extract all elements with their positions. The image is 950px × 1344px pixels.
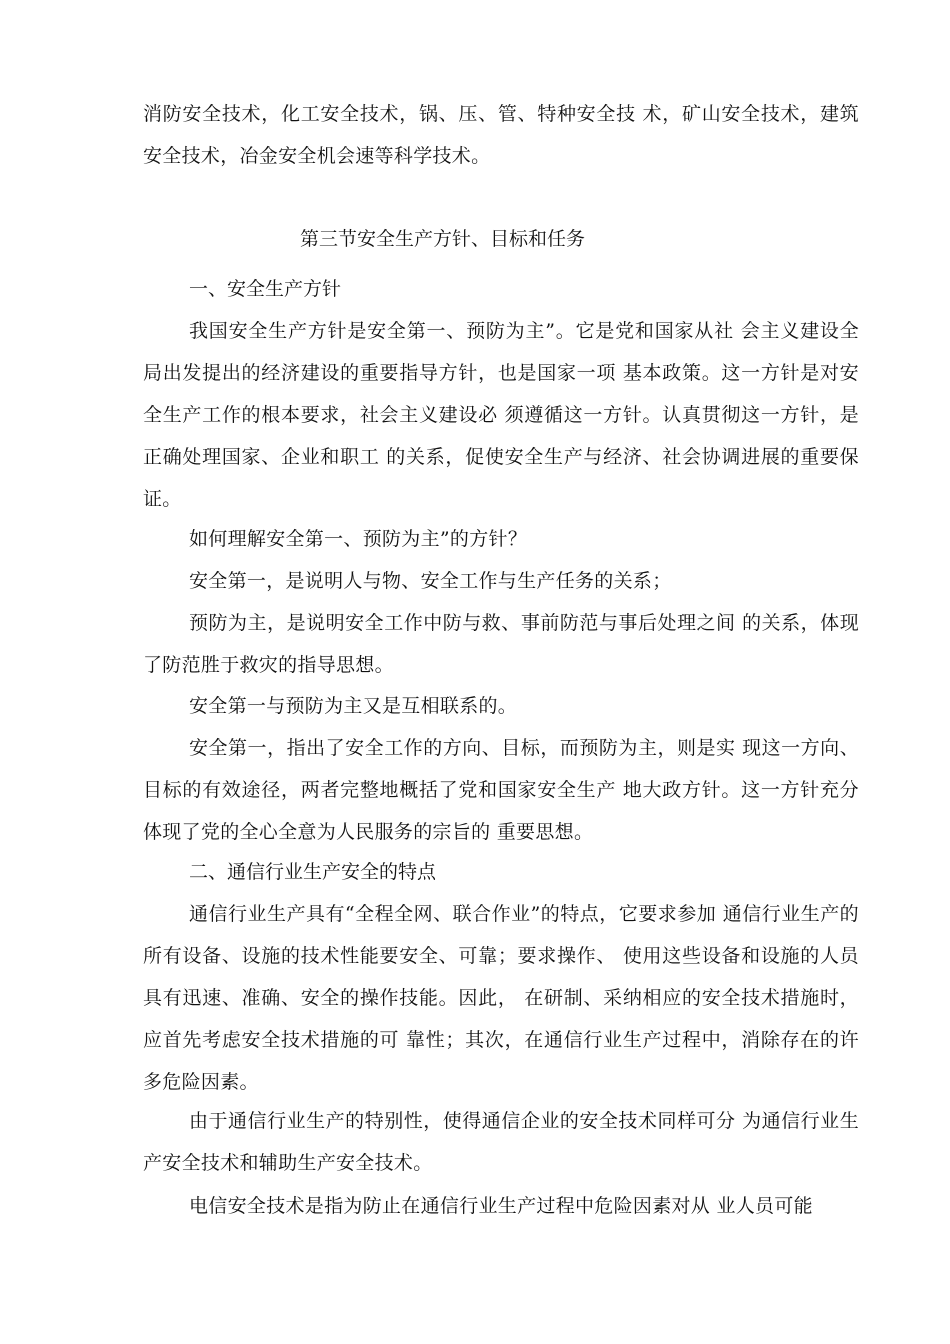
paragraph-connection: 安全第一与预防为主又是互相联系的。 xyxy=(189,695,518,717)
paragraph-telecom-features: 通信行业生产具有“全程全网、联合作业”的特点，它要求参加 通信行业生产的所有设备、设施的技术性能要安全、可靠；要求操作、 使用这些设备和设施的人员具有迅速、准确、安全的操作技能。因此， 在研制、采纳相应的安全技术措施时，应首先考虑安全技术措施的可 靠性；其次，在通信行业生产过程中，消除存在的许多危险因素。 xyxy=(143,903,859,1093)
paragraph-question: 如何理解安全第一、预防为主”的方针？ xyxy=(189,528,528,550)
paragraph-safety-first: 安全第一，是说明人与物、安全工作与生产任务的关系； xyxy=(189,570,672,592)
subsection-title-2: 二、通信行业生产安全的特点 xyxy=(189,861,437,883)
paragraph-telecom-definition: 电信安全技术是指为防止在通信行业生产过程中危险因素对从 业人员可能 xyxy=(189,1195,813,1217)
section-title: 第三节安全生产方针、目标和任务 xyxy=(300,228,586,250)
paragraph-direction: 安全第一，指出了安全工作的方向、目标，而预防为主，则是实 现这一方向、目标的有效途径，两者完整地概括了党和国家安全生产 地大政方针。这一方针充分体现了党的全心全意为人民服务的宗旨的 重要思想。 xyxy=(143,737,859,843)
paragraph-prevention: 预防为主，是说明安全工作中防与救、事前防范与事后处理之间 的关系，体现了防范胜于救灾的指导思想。 xyxy=(143,612,859,676)
intro-paragraph: 消防安全技术，化工安全技术，锅、压、管、特种安全技 术，矿山安全技术，建筑安全技术，冶金安全机会速等科学技术。 xyxy=(143,103,859,167)
subsection-title-1: 一、安全生产方针 xyxy=(189,278,342,300)
paragraph-policy: 我国安全生产方针是安全第一、预防为主”。它是党和国家从社 会主义建设全局出发提出的经济建设的重要指导方针，也是国家一项 基本政策。这一方针是对安全生产工作的根本要求，社会主义建设必 须遵循这一方针。认真贯彻这一方针，是正确处理国家、企业和职工 的关系，促使安全生产与经济、社会协调进展的重要保证。 xyxy=(143,320,859,510)
paragraph-telecom-tech: 由于通信行业生产的特别性，使得通信企业的安全技术同样可分 为通信行业生产安全技术和辅助生产安全技术。 xyxy=(143,1110,859,1174)
